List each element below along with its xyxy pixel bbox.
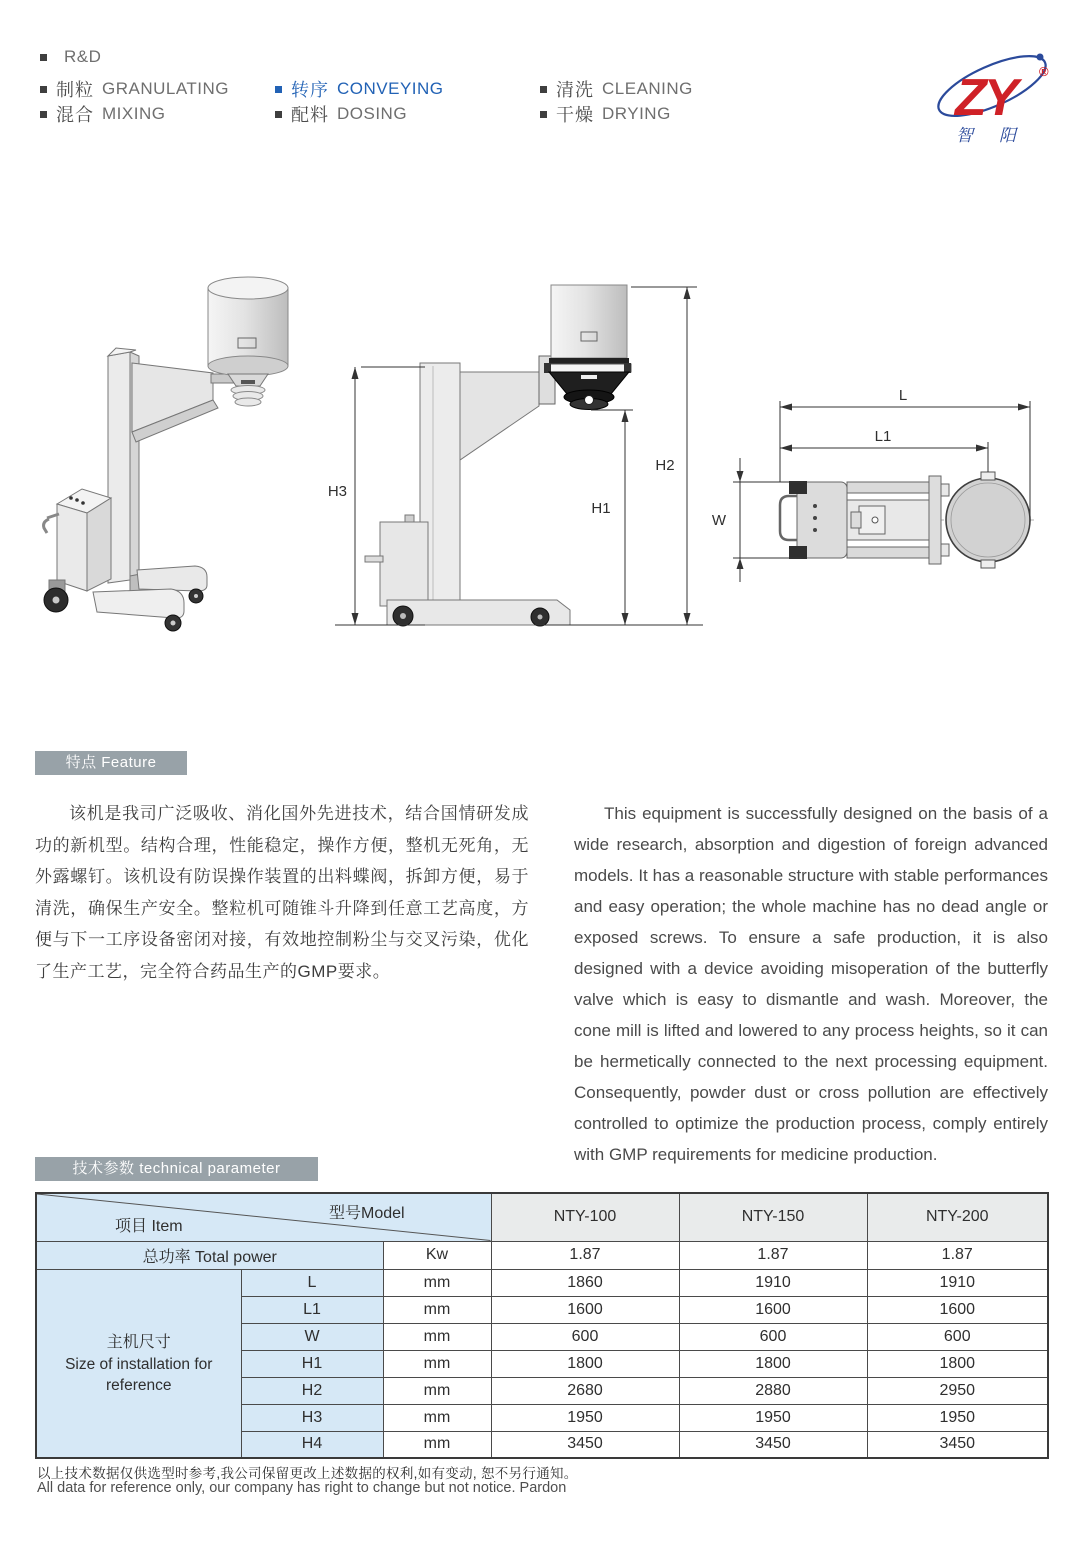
- logo-graphic: [922, 44, 1067, 148]
- dim-label-l1: L1: [874, 428, 892, 445]
- model-column-header: NTY-150: [679, 1193, 867, 1241]
- category-item-r&d: [40, 47, 101, 67]
- unit-cell: mm: [383, 1269, 491, 1296]
- iso-view-drawing: [44, 277, 288, 631]
- category-label-zh: 转序: [291, 80, 329, 100]
- bullet-icon: [540, 86, 547, 93]
- category-label-en: CONVEYING: [337, 79, 444, 98]
- value-cell: 2680: [491, 1377, 679, 1404]
- bullet-icon: [275, 111, 282, 118]
- value-cell: 3450: [491, 1431, 679, 1458]
- value-cell: 1600: [867, 1296, 1048, 1323]
- diagonal-divider: [37, 1194, 491, 1241]
- value-cell: 3450: [867, 1431, 1048, 1458]
- unit-cell: mm: [383, 1296, 491, 1323]
- bullet-icon: [40, 86, 47, 93]
- row-label: H4: [241, 1431, 383, 1458]
- size-group-cell: [36, 1269, 241, 1458]
- table-row-size-l: [36, 1269, 1048, 1296]
- value-cell: 1950: [679, 1404, 867, 1431]
- unit-cell: Kw: [383, 1241, 491, 1269]
- bullet-icon: [275, 86, 282, 93]
- dim-label-w: W: [711, 512, 727, 529]
- row-label: H1: [241, 1350, 383, 1377]
- bullet-icon: [540, 111, 547, 118]
- value-cell: 1600: [491, 1296, 679, 1323]
- item-model-header-cell: [36, 1193, 491, 1241]
- value-cell: 1.87: [679, 1241, 867, 1269]
- row-label: L: [241, 1269, 383, 1296]
- category-item-dosing: [275, 101, 407, 127]
- value-cell: 1950: [867, 1404, 1048, 1431]
- category-item-drying: [540, 101, 671, 127]
- category-label-zh: 清洗: [556, 80, 594, 100]
- table-row-total-power: [36, 1241, 1048, 1269]
- row-label: H3: [241, 1404, 383, 1431]
- category-item-granulating: [40, 76, 229, 102]
- category-label-zh: 制粒: [56, 80, 94, 100]
- size-group-label-zh: 主机尺寸: [106, 1334, 171, 1352]
- logo-mark-text: ZY: [955, 69, 1016, 127]
- unit-cell: mm: [383, 1323, 491, 1350]
- unit-cell: mm: [383, 1431, 491, 1458]
- value-cell: 1910: [679, 1269, 867, 1296]
- value-cell: 600: [679, 1323, 867, 1350]
- value-cell: 1600: [679, 1296, 867, 1323]
- value-cell: 1860: [491, 1269, 679, 1296]
- model-header-label: 型号Model: [329, 1205, 405, 1222]
- row-label: 总功率 Total power: [36, 1241, 383, 1269]
- bullet-icon: [40, 111, 47, 118]
- unit-cell: mm: [383, 1350, 491, 1377]
- category-label-zh: 混合: [56, 105, 94, 125]
- category-label-en: MIXING: [102, 104, 166, 123]
- value-cell: 1.87: [491, 1241, 679, 1269]
- registered-mark: ®: [1039, 64, 1049, 79]
- category-label-zh: 配料: [291, 105, 329, 125]
- parameter-section-heading: 技术参数 technical parameter: [35, 1157, 318, 1181]
- value-cell: 2950: [867, 1377, 1048, 1404]
- feature-text-english: This equipment is successfully designed on the basis of a wide research, absorption and digestion of foreign advanced models. It has a reasonable structure with stable performances and easy operation; the whole machine has no dead angle or exposed screws. To ensure a safe production, it is also designed with a device avoiding misoperation of the butterfly valve which is easy to dismantle and wash. Moreover, the cone mill is lifted and lowered to any process heights, so it can be hermetically connected to the next processing equipment. Consequently, powder dust or cross pollution are effectively controlled to optimize the production process, comply entirely with GMP requirements for medicine production.: [574, 804, 1048, 1164]
- value-cell: 600: [867, 1323, 1048, 1350]
- category-item-conveying: [275, 76, 444, 102]
- dim-label-h3: H3: [327, 483, 347, 500]
- footer-note-chinese: 以上技术数据仅供选型时参考,我公司保留更改上述数据的权利,如有变动, 恕不另行通知。: [37, 1466, 578, 1481]
- category-label-en: CLEANING: [602, 79, 693, 98]
- bullet-icon: [40, 54, 47, 61]
- logo-orbit-dot: [1037, 54, 1044, 61]
- category-label-en: GRANULATING: [102, 79, 230, 98]
- value-cell: 3450: [679, 1431, 867, 1458]
- value-cell: 1800: [679, 1350, 867, 1377]
- category-label-en: R&D: [64, 47, 102, 66]
- value-cell: 1910: [867, 1269, 1048, 1296]
- technical-drawings: [35, 260, 1045, 700]
- value-cell: 1800: [867, 1350, 1048, 1377]
- row-label: L1: [241, 1296, 383, 1323]
- dim-label-l: L: [898, 387, 908, 404]
- category-label-en: DRYING: [602, 104, 671, 123]
- table-header-row: [36, 1193, 1048, 1241]
- category-item-cleaning: [540, 76, 693, 102]
- category-label-en: DOSING: [337, 104, 408, 123]
- model-column-header: NTY-200: [867, 1193, 1048, 1241]
- value-cell: 1950: [491, 1404, 679, 1431]
- technical-parameter-table: [35, 1192, 1049, 1459]
- side-view-drawing: [365, 285, 631, 626]
- dim-label-h2: H2: [655, 457, 675, 474]
- logo-subtext: 智阳: [956, 126, 1042, 145]
- category-item-mixing: [40, 101, 165, 127]
- unit-cell: mm: [383, 1377, 491, 1404]
- item-header-label: 项目 Item: [115, 1217, 183, 1235]
- company-logo: [922, 44, 1067, 148]
- top-view-drawing: [780, 472, 1037, 568]
- size-group-label-en: Size of installation for reference: [65, 1356, 213, 1395]
- feature-section-heading: 特点 Feature: [35, 751, 187, 775]
- row-label: W: [241, 1323, 383, 1350]
- feature-text-chinese: 该机是我司广泛吸收、消化国外先进技术，结合国情研发成功的新机型。结构合理，性能稳定，操作方便，整机无死角，无外露螺钉。该机设有防误操作装置的出料蝶阀，拆卸方便，易于清洗，确保生产安全。整粒机可随锥斗升降到任意工艺高度，方便与下一工序设备密闭对接，有效地控制粉尘与交叉污染，优化了生产工艺，完全符合药品生产的GMP要求。: [35, 804, 529, 981]
- unit-cell: mm: [383, 1404, 491, 1431]
- dim-label-h1: H1: [591, 500, 611, 517]
- value-cell: 2880: [679, 1377, 867, 1404]
- value-cell: 1.87: [867, 1241, 1048, 1269]
- row-label: H2: [241, 1377, 383, 1404]
- value-cell: 1800: [491, 1350, 679, 1377]
- category-label-zh: 干燥: [556, 105, 594, 125]
- model-column-header: NTY-100: [491, 1193, 679, 1241]
- footer-note-english: All data for reference only, our company has right to change but not notice. Pardon: [37, 1480, 567, 1496]
- value-cell: 600: [491, 1323, 679, 1350]
